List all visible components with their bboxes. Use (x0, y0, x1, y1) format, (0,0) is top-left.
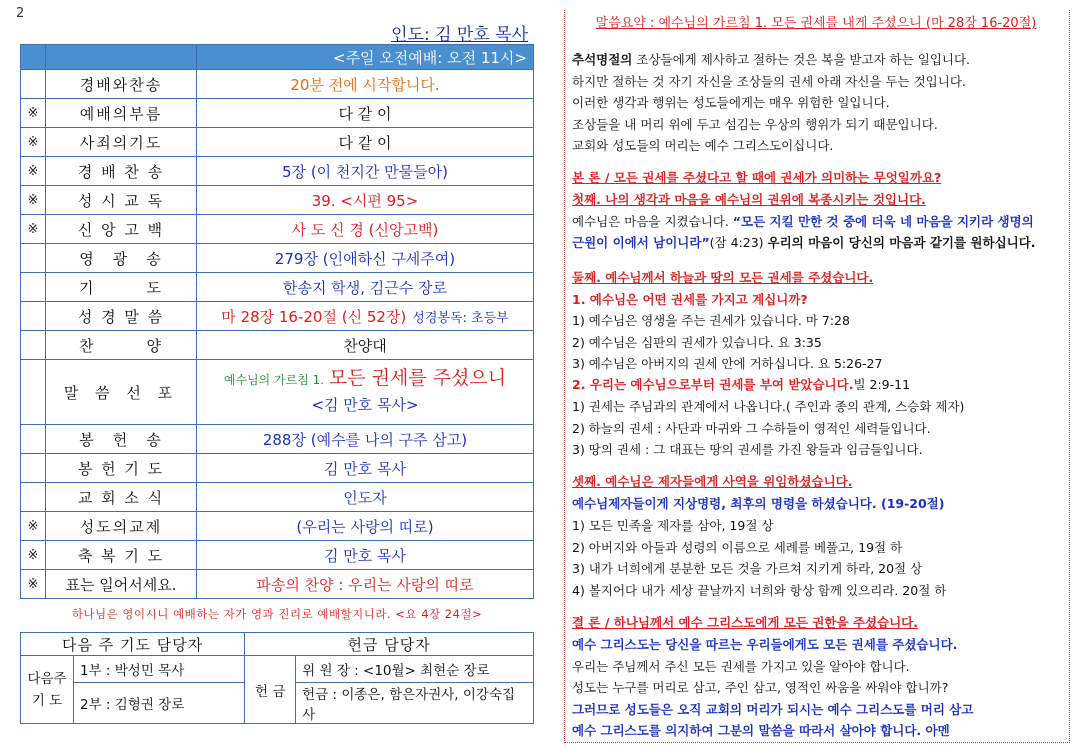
order-item: 기 도 (46, 273, 197, 302)
third-subtitle: 예수님제자들이게 지상명령, 최후의 명령을 하셨습니다. (19-20절) (572, 496, 945, 511)
conclusion-line: 우리는 주님께서 주신 모든 권세를 가지고 있을 알아야 합니다. (572, 658, 910, 674)
order-value (197, 570, 534, 599)
standing-mark: ※ (21, 570, 46, 599)
order-item: 봉 헌 기 도 (46, 454, 197, 483)
order-of-service-table (20, 44, 534, 599)
intro-line: 하지만 절하는 것 자기 자신을 조상들의 권세 아래 자신을 두는 것입니다. (572, 73, 966, 89)
order-row (21, 454, 534, 483)
order-value-text: 찬양대 (343, 336, 387, 355)
order-value (197, 541, 534, 570)
order-item: 영 광 송 (46, 244, 197, 273)
second-list2-item: 2) 하늘의 권세 : 사단과 마귀와 그 수하들이 영적인 세력들입니다. (572, 420, 931, 436)
order-item: 경배와찬송 (46, 70, 197, 99)
point-third: 셋째. 예수님은 제자들에게 사역을 위임하셨습니다. (572, 474, 853, 489)
intro-line: 교회와 성도들의 머리는 예수 그리스도이십니다. (572, 138, 834, 153)
sermon-mark (21, 360, 46, 425)
second-question-1: 1. 예수님은 어떤 권세를 가지고 계십니까? (572, 292, 808, 307)
order-row (21, 128, 534, 157)
service-header-row (21, 45, 534, 70)
first-text-line-2 (572, 233, 1036, 251)
order-item: 성 시 교 독 (46, 186, 197, 215)
order-item: 신 앙 고 백 (46, 215, 197, 244)
standing-mark (21, 331, 46, 360)
order-item: 봉 헌 송 (46, 425, 197, 454)
order-row (21, 157, 534, 186)
standing-mark: ※ (21, 215, 46, 244)
prayer-first: 1부 : 박성민 목사 (74, 656, 245, 683)
summary-title (564, 12, 1068, 31)
order-row (21, 302, 534, 331)
offering-label: 헌 금 (245, 656, 296, 724)
order-item: 축 복 기 도 (46, 541, 197, 570)
order-value (197, 425, 534, 454)
offering-committee: 위 원 장 : <10월> 최현순 장로 (296, 656, 534, 683)
order-value (197, 273, 534, 302)
conclusion-line: 예수 그리스도는 당신을 따르는 우리들에게도 모든 권세를 주셨습니다. (572, 637, 958, 652)
header-blank-item (46, 45, 197, 70)
worship-leader: 인도: 김 만호 목사 (391, 25, 528, 45)
order-value (197, 331, 534, 360)
page-number: 2 (16, 6, 25, 21)
order-item: 교 회 소 식 (46, 483, 197, 512)
order-value (197, 512, 534, 541)
sermon-value (197, 360, 534, 425)
duty-row-1 (21, 656, 534, 683)
order-value-text: 20분 전에 시작합니다. (290, 75, 440, 94)
second-list2-item: 1) 권세는 주님과의 관계에서 나옵니다.( 주인과 종의 관계, 스승화 제자) (572, 399, 965, 414)
order-value (197, 483, 534, 512)
standing-mark: ※ (21, 99, 46, 128)
prayer-second: 2부 : 김형권 장로 (74, 683, 245, 724)
standing-mark: ※ (21, 512, 46, 541)
prayer-label: 다음주 기 도 (21, 656, 74, 724)
order-row (21, 331, 534, 360)
order-value-text: 마 28장 16-20절 (신 52장) (221, 307, 407, 326)
second-list1-item: 2) 예수님은 심판의 권세가 있습니다. 요 3:35 (572, 334, 822, 350)
order-value-text: 김 만호 목사 (324, 459, 406, 478)
order-row (21, 273, 534, 302)
order-value-text: 한송지 학생, 김근수 장로 (283, 278, 447, 297)
order-value-text: 파송의 찬양 : 우리는 사랑의 띠로 (256, 575, 474, 594)
summary-title-text: 말씀요약 : 예수님의 가르침 1. 모든 권세를 내게 주셨으니 (마 28장 16-20절) (595, 16, 1037, 31)
order-row (21, 425, 534, 454)
order-value (197, 215, 534, 244)
order-value-text: 다 같 이 (338, 133, 392, 152)
point-first: 첫째. 나의 생각과 마음을 예수님의 권위에 복종시키는 것입니다. (572, 192, 926, 207)
point-second: 둘째. 예수님께서 하늘과 땅의 모든 권세를 주셨습니다. (572, 270, 874, 285)
order-value-text: 39. <시편 95> (311, 191, 419, 210)
third-list-item: 2) 아버지와 아들과 성령의 이름으로 세례를 베풀고, 19절 하 (572, 539, 903, 555)
order-row (21, 570, 534, 599)
duty-header-row (21, 633, 534, 656)
order-item: 찬 양 (46, 331, 197, 360)
conclusion-line: 예수 그리스도를 의지하여 그분의 말씀을 따라서 살아야 합니다. 아멘 (572, 723, 950, 738)
offering-duty-header: 헌금 담당자 (245, 633, 534, 656)
order-value (197, 244, 534, 273)
verse-footer: 하나님은 영이시니 예배하는 자가 영과 진리로 예배할지니라. <요 4장 24절> (71, 607, 483, 621)
order-value-text: (우리는 사랑의 띠로) (296, 517, 434, 536)
standing-mark (21, 302, 46, 331)
standing-mark: ※ (21, 157, 46, 186)
standing-mark (21, 273, 46, 302)
intro-line: 추석명절의 조상들에게 제사하고 절하는 것은 복을 받고자 하는 일입니다. (572, 52, 971, 67)
second-list1-item: 3) 예수님은 아버지의 권세 안에 거하십니다. 요 5:26-27 (572, 356, 883, 371)
order-value-text: 288장 (예수를 나의 구주 삼고) (262, 430, 468, 449)
intro-emphasis: 추석명절의 (572, 52, 633, 67)
order-row (21, 186, 534, 215)
order-row (21, 70, 534, 99)
order-item: 경 배 찬 송 (46, 157, 197, 186)
leader-line (20, 18, 534, 44)
order-row (21, 483, 534, 512)
standing-mark (21, 70, 46, 99)
second-question-2-ref: 빌 2:9-11 (853, 377, 911, 392)
order-value-text: 김 만호 목사 (324, 546, 406, 565)
order-item: 성 경 말 씀 (46, 302, 197, 331)
conclusion-line: 성도는 누구를 머리로 삼고, 주인 삼고, 영적인 싸움을 싸워야 합니까? (572, 680, 949, 695)
second-question-2 (572, 375, 910, 393)
header-blank-mark (21, 45, 46, 70)
second-list2-item: 3) 땅의 권세 : 그 대표는 땅의 권세를 가진 왕들과 임금들입니다. (572, 442, 923, 457)
order-row (21, 541, 534, 570)
first-text-line-1 (572, 212, 1034, 230)
order-value-text: 279장 (인애하신 구세주여) (274, 249, 456, 268)
sermon-title: 모든 권세를 주셨으니 (328, 367, 507, 389)
order-value (197, 70, 534, 99)
standing-mark: ※ (21, 128, 46, 157)
order-value (197, 302, 534, 331)
third-list-item: 4) 볼지어다 내가 세상 끝날까지 너희와 항상 함께 있으리라. 20절 하 (572, 582, 947, 598)
order-value-text: 5장 (이 천지간 만물들아) (282, 162, 448, 181)
first-quote: “모든 지킬 만한 것 중에 더욱 네 마음을 지키라 생명의 (732, 214, 1034, 229)
order-row (21, 215, 534, 244)
standing-mark (21, 454, 46, 483)
order-value (197, 454, 534, 483)
standing-mark (21, 483, 46, 512)
order-value-note: 성경봉독: 초등부 (412, 310, 509, 326)
sermon-item: 말 씀 선 포 (46, 360, 197, 425)
order-value (197, 99, 534, 128)
first-conclusion: 우리의 마음이 당신의 마음과 같기를 원하십니다. (767, 235, 1036, 250)
order-value (197, 186, 534, 215)
prayer-duty-header: 다음 주 기도 담당자 (21, 633, 245, 656)
sermon-preacher: <김 만호 목사> (311, 396, 419, 414)
third-list-item: 3) 내가 너희에게 분분한 모든 것을 가르쳐 지키게 하라, 20절 상 (572, 561, 923, 576)
standing-mark: ※ (21, 541, 46, 570)
offering-members: 헌금 : 이종은, 함은자권사, 이강숙집사 (296, 683, 534, 724)
sermon-prefix: 예수님의 가르침 1. (223, 373, 325, 387)
second-list1-item: 1) 예수님은 영생을 주는 권세가 있습니다. 마 7:28 (572, 313, 850, 328)
order-value (197, 128, 534, 157)
sermon-row (21, 360, 534, 425)
first-quote-end: 근원이 이에서 남이니라” (572, 235, 710, 250)
order-item: 예배의부름 (46, 99, 197, 128)
order-value (197, 157, 534, 186)
order-item: 성도의교제 (46, 512, 197, 541)
conclusion-line: 그러므로 성도들은 오직 교회의 머리가 되시는 예수 그리스도를 머리 삼고 (572, 701, 974, 717)
order-item: 사죄의기도 (46, 128, 197, 157)
service-time-header: <주일 오전예배: 오전 11시> (197, 45, 534, 70)
first-text: 예수님은 마음을 지켰습니다. (572, 214, 733, 229)
intro-line: 조상들을 내 머리 위에 두고 섬김는 우상의 행위가 되기 때문입니다. (572, 116, 938, 132)
order-item: 표는 일어서세요. (46, 570, 197, 599)
standing-mark (21, 244, 46, 273)
duty-table (20, 632, 534, 724)
order-value-text: 인도자 (343, 488, 387, 507)
intro-line: 이러한 생각과 행위는 성도들에게는 매우 위험한 일입니다. (572, 95, 890, 110)
order-value-text: 다 같 이 (338, 104, 392, 123)
conclusion-title: 결 론 / 하나님께서 예수 그리스도에게 모든 권한을 주셨습니다. (572, 615, 919, 630)
second-question-2-text: 2. 우리는 예수님으로부터 권세를 부여 받았습니다. (572, 377, 854, 392)
order-value-text: 사 도 신 경 (신앙고백) (291, 220, 439, 239)
standing-mark (21, 425, 46, 454)
order-row (21, 244, 534, 273)
standing-mark: ※ (21, 186, 46, 215)
first-ref: (잠 4:23) (709, 235, 768, 250)
third-list-item: 1) 모든 민족을 제자를 삼아, 19절 상 (572, 518, 774, 533)
order-row (21, 512, 534, 541)
body-title: 본 론 / 모든 권세를 주셨다고 할 때에 권세가 의미하는 무엇일까요? (572, 170, 942, 185)
order-row (21, 99, 534, 128)
